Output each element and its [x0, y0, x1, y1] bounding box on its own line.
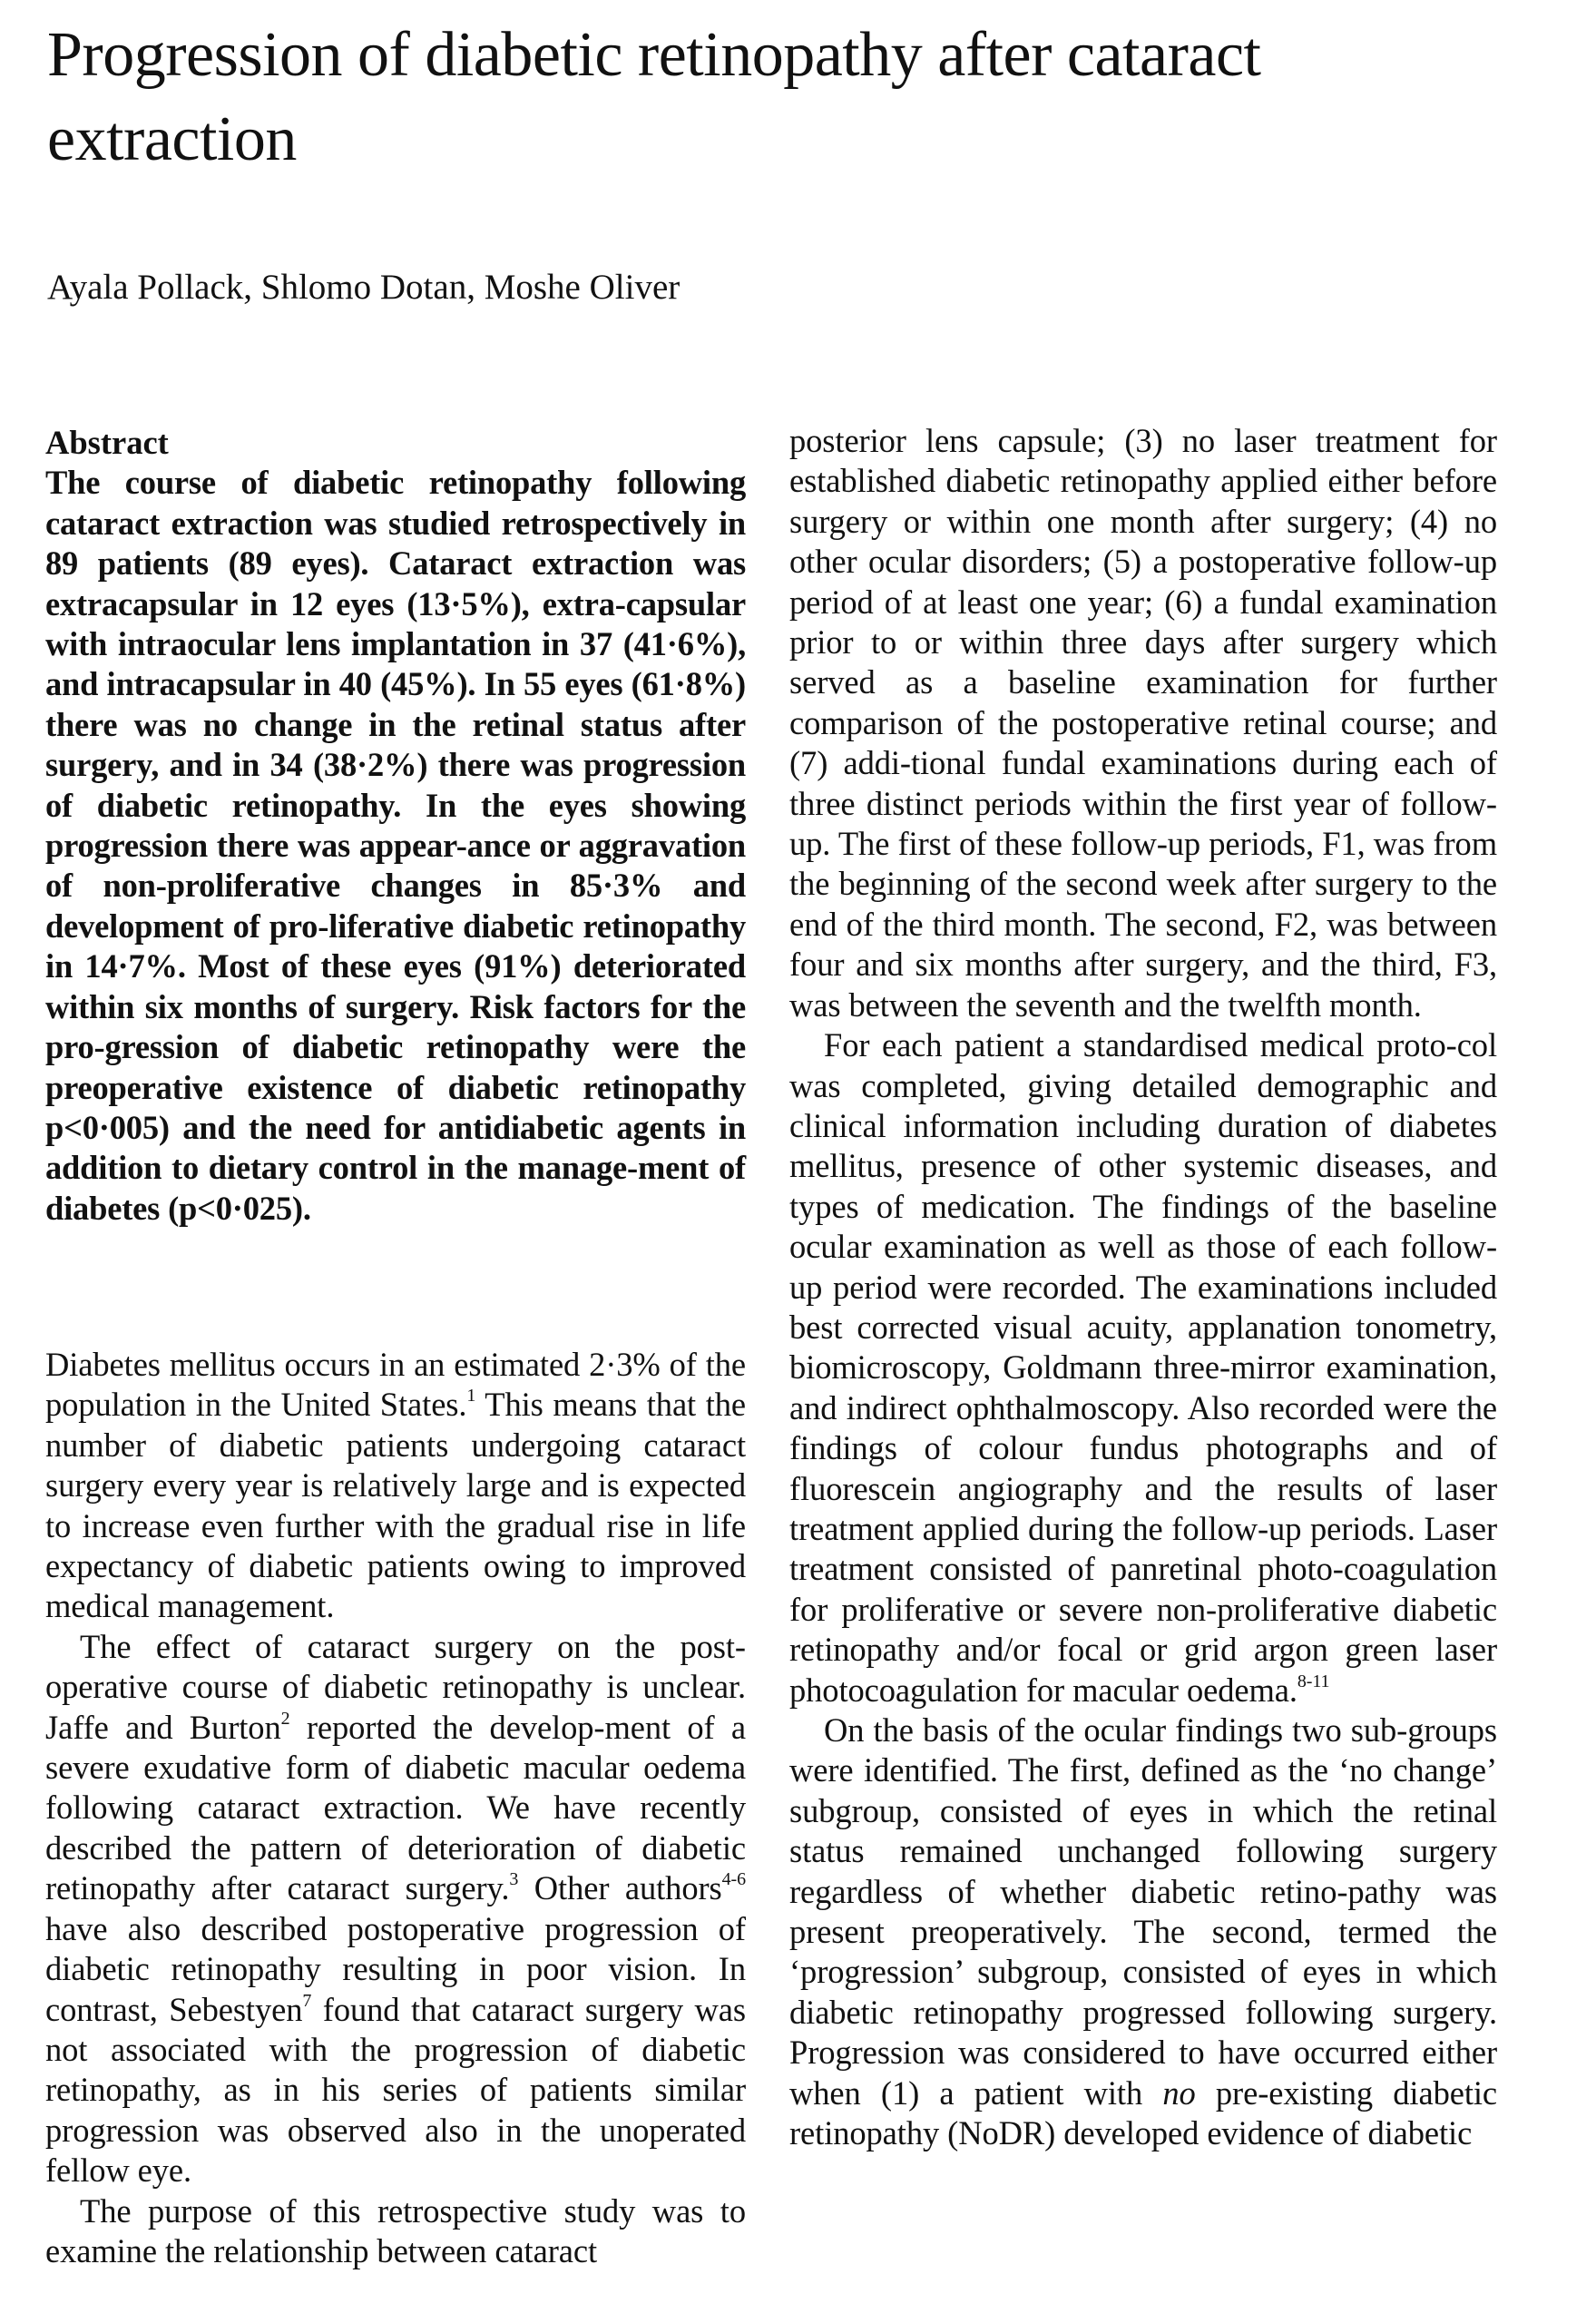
- intro-p2-text-a: The effect of cataract surgery on the post-operative course of diabetic retinopathy is unclear. Jaffe and Burton: [45, 1627, 746, 1746]
- methods-paragraph-2: [789, 1025, 1497, 1710]
- methods-p2-text-a: For each patient a standardised medical proto-col was completed, giving detailed demographic and clinical information including duration of diabetes mellitus, presence of other systemic diseases, and types of medication. The findings of the baseline ocular examination as well as those of each follow-up period were recorded. The examinations included best corrected visual acuity: [789, 1026, 1497, 1346]
- abstract-text: The course of diabetic retinopathy following cataract extraction was studied retrospectively in 89 patients (89 eyes). Cataract extraction was extracapsular in 12 eyes (13·5%), extra-capsular with intraocular lens implantation in 37 (41·6%), and intracapsular in 40 (45%). In 55 eyes (61·8%) there was no change in the retinal status after surgery, and in 34 (38·2%) there was progression of diabetic retinopathy. In the eyes showing progression there was appear-ance or aggravation of non-proliferative changes in 85·3% and development of pro-liferative diabetic retinopathy in 14·7%. Most of these eyes (91%) deteriorated within six months of surgery. Risk factors for the pro-gression of diabetic retinopathy were the preoperative existence of diabetic retinopathy p<0·005) and the need for antidiabetic agents in addition to dietary control in the manage-ment of diabetes (p<0·025).: [45, 464, 746, 1227]
- article-authors: Ayala Pollack, Shlomo Dotan, Moshe Oliver: [47, 268, 681, 307]
- intro-p2-text-e: found that cataract surgery was not associated with the progression of diabetic retinopathy, as in his series of patients similar progression was observed also in the unoperated fellow eye.: [45, 1990, 746, 2190]
- intro-p1-text-a: Diabetes mellitus occurs in an estimated 2·3% of the population in the United States.: [45, 1346, 746, 1424]
- intro-p2-text-b: reported the develop-ment of a severe exudative form of diabetic macular oedema following cataract extraction. We have recently described the pattern of deterioration of diabetic retinopathy after cataract surgery.: [45, 1708, 746, 1907]
- abstract-heading: Abstract: [45, 424, 169, 461]
- citation-7: 7: [302, 1990, 312, 2011]
- methods-p3-text-a: On the basis of the ocular findings two sub-groups were identified. The first, defined as the ‘no change’ subgroup, consisted of eyes in which the retinal status remained unchanged following surgery regardless of whether diabetic retino-pathy was present preoperatively. The second, termed the ‘progression’ subgroup, consisted of eyes in which diabetic retinopathy progressed following surgery. Progression was considered to have occurred either when (1) a patient with: [789, 1711, 1497, 2112]
- intro-p1-text-b: This means that the number of diabetic patients undergoing cataract surgery every year is relatively large and is expected to increase even further with the gradual rise in life expectancy of diabetic patients owing to improved medical management.: [45, 1386, 746, 1625]
- intro-p2-text-c: Other authors: [518, 1869, 722, 1907]
- citation-3: 3: [509, 1869, 519, 1890]
- methods-p3-emphasis: no: [1162, 2073, 1196, 2112]
- intro-p2-text-d: have also described postoperative progression of diabetic retinopathy resulting in poor vision. In contrast, Sebestyen: [45, 1909, 746, 2028]
- introduction-section: [45, 1345, 746, 2271]
- citation-8-11: 8-11: [1297, 1671, 1330, 1691]
- intro-paragraph-3: The purpose of this retrospective study was to examine the relationship between cataract: [45, 2191, 746, 2269]
- methods-p3-text-b: pre-existing diabetic retinopathy (NoDR) developed evidence of diabetic: [789, 2073, 1497, 2152]
- methods-paragraph-1: posterior lens capsule; (3) no laser treatment for established diabetic retinopathy applied either before surgery or within one month after surgery; (4) no other ocular disorders; (5) a postoperative follow-up period of at least one year; (6) a fundal examination prior to or within three days after surgery which served as a baseline examination for further comparison of the postoperative retinal course; and (7) addi-tional fundal examinations during each of three distinct periods within the first year of follow-up. The first of these follow-up periods, F1, was from the beginning of the second week after surgery to the end of the third month. The second, F2, was between four and six months after surgery, and the third, F3, was between the seventh and the twelfth month.: [789, 422, 1497, 1024]
- methods-column: [789, 421, 1497, 2153]
- intro-paragraph-2: [45, 1627, 746, 2191]
- intro-paragraph-1: [45, 1345, 746, 1627]
- methods-p2-text-b: , applanation tonometry, biomicroscopy, Goldmann three-mirror examination, and indirect ophthalmoscopy. Also recorded were the findings of colour fundus photographs and of fluorescein angiography and the results of laser treatment applied during the follow-up periods. Laser treatment consisted of panretinal photo-coagulation for proliferative or severe non-proliferative diabetic retinopathy and/or focal or grid argon green laser photocoagulation for macular oedema.: [789, 1308, 1497, 1709]
- abstract-section: [45, 423, 746, 1229]
- citation-4-6: 4-6: [721, 1869, 746, 1890]
- citation-1: 1: [466, 1386, 476, 1407]
- citation-2: 2: [280, 1708, 290, 1729]
- article-title: Progression of diabetic retinopathy after cataract extraction: [47, 20, 1261, 174]
- methods-paragraph-3: [789, 1710, 1497, 2153]
